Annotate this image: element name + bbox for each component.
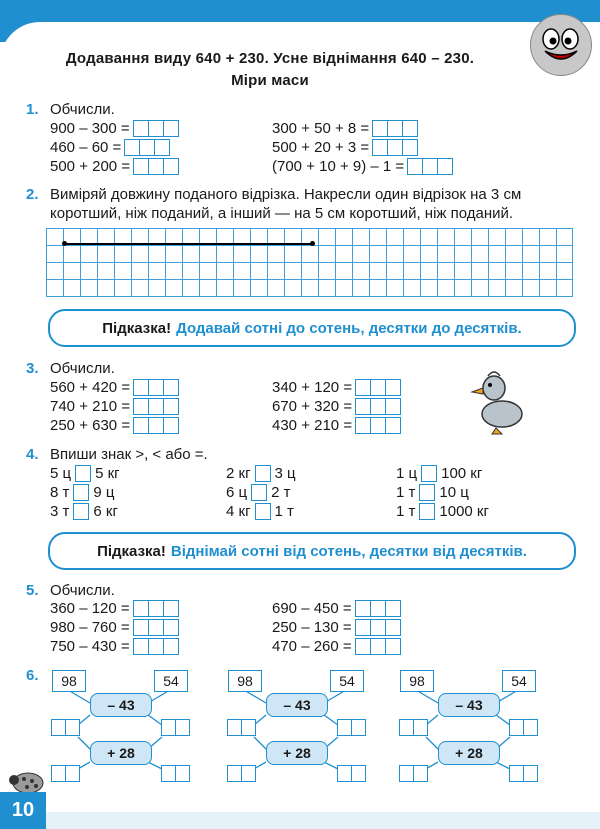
equation: 250 – 130 = [272,618,401,636]
task-instruction: Обчисли. [50,101,115,118]
answer-boxes[interactable] [134,120,179,137]
duck-icon [468,366,528,436]
answer-boxes[interactable] [356,638,401,655]
comparison: 8 т 9 ц [50,483,115,501]
task-text: коротший, ніж поданий, а інший — на 5 см коротший, ніж поданий. [50,205,514,222]
task-number: 6. [26,667,39,684]
comparison: 6 ц 2 т [226,483,291,501]
answer-boxes[interactable] [356,417,401,434]
start-number: 54 [502,670,536,692]
operation-box: – 43 [266,693,328,717]
equation: 300 + 50 + 8 = [272,119,418,137]
sign-box[interactable] [421,465,437,482]
start-number: 98 [52,670,86,692]
answer-boxes[interactable] [373,120,418,137]
ladybug-icon [8,768,46,794]
answer-boxes[interactable] [373,139,418,156]
sign-box[interactable] [251,484,267,501]
equation: 690 – 450 = [272,599,401,617]
answer-boxes[interactable] [52,719,80,736]
sign-box[interactable] [75,465,91,482]
answer-boxes[interactable] [356,600,401,617]
answer-boxes[interactable] [125,139,170,156]
equation: 560 + 420 = [50,378,179,396]
answer-boxes[interactable] [228,765,256,782]
sign-box[interactable] [255,503,271,520]
task-number: 5. [26,582,39,599]
sign-box[interactable] [255,465,271,482]
task-number: 4. [26,446,39,463]
equation: 340 + 120 = [272,378,401,396]
comparison: 1 т 1000 кг [396,502,489,520]
answer-boxes[interactable] [400,765,428,782]
task-number: 1. [26,101,39,118]
equation: 500 + 20 + 3 = [272,138,418,156]
answer-boxes[interactable] [162,719,190,736]
operation-box: – 43 [90,693,152,717]
task-text: Виміряй довжину поданого відрізка. Накресли один відрізок на 3 см [50,186,522,203]
answer-boxes[interactable] [134,619,179,636]
grid-paper[interactable] [46,228,573,297]
task-number: 3. [26,360,39,377]
segment-endpoint [62,241,67,246]
start-number: 54 [330,670,364,692]
comparison: 2 кг 3 ц [226,464,296,482]
equation: 470 – 260 = [272,637,401,655]
start-number: 98 [400,670,434,692]
answer-boxes[interactable] [134,158,179,175]
equation: 460 – 60 = [50,138,170,156]
start-number: 98 [228,670,262,692]
scheme-3 [400,670,540,780]
equation: 670 + 320 = [272,397,401,415]
equation: 430 + 210 = [272,416,401,434]
equation: (700 + 10 + 9) – 1 = [272,157,453,175]
page-title: Додавання виду 640 + 230. Усне віднімання 640 – 230. [65,50,475,67]
answer-boxes[interactable] [510,765,538,782]
answer-boxes[interactable] [356,379,401,396]
answer-boxes[interactable] [338,719,366,736]
start-number: 54 [154,670,188,692]
segment-endpoint [310,241,315,246]
sign-box[interactable] [419,503,435,520]
smiley-face-icon [530,14,592,76]
equation: 750 – 430 = [50,637,179,655]
equation: 360 – 120 = [50,599,179,617]
answer-boxes[interactable] [400,719,428,736]
answer-boxes[interactable] [134,600,179,617]
operation-box: + 28 [438,741,500,765]
equation: 900 – 300 = [50,119,179,137]
operation-box: + 28 [266,741,328,765]
answer-boxes[interactable] [338,765,366,782]
answer-boxes[interactable] [134,417,179,434]
comparison: 4 кг 1 т [226,502,294,520]
scheme-1 [52,670,192,780]
hint-box: Підказка! Додавай сотні до сотень, десятки до десятків. [48,309,576,347]
answer-boxes[interactable] [356,398,401,415]
answer-boxes[interactable] [228,719,256,736]
line-segment [64,243,312,245]
comparison: 3 т 6 кг [50,502,118,520]
equation: 740 + 210 = [50,397,179,415]
answer-boxes[interactable] [510,719,538,736]
page-number: 10 [0,792,46,829]
sign-box[interactable] [73,484,89,501]
answer-boxes[interactable] [52,765,80,782]
task-instruction: Обчисли. [50,360,115,377]
task-instruction: Впиши знак >, < або =. [50,446,208,463]
operation-box: – 43 [438,693,500,717]
hint-box: Підказка! Віднімай сотні від сотень, десятки від десятків. [48,532,576,570]
equation: 980 – 760 = [50,618,179,636]
comparison: 1 ц 100 кг [396,464,483,482]
task-number: 2. [26,186,39,203]
comparison: 5 ц 5 кг [50,464,120,482]
sign-box[interactable] [73,503,89,520]
answer-boxes[interactable] [134,398,179,415]
scheme-2 [228,670,368,780]
operation-box: + 28 [90,741,152,765]
task-instruction: Обчисли. [50,582,115,599]
page-subtitle: Міри маси [231,72,309,89]
equation: 250 + 630 = [50,416,179,434]
answer-boxes[interactable] [162,765,190,782]
footer-band [46,812,600,829]
answer-boxes[interactable] [408,158,453,175]
sign-box[interactable] [419,484,435,501]
answer-boxes[interactable] [134,638,179,655]
comparison: 1 т 10 ц [396,483,469,501]
answer-boxes[interactable] [134,379,179,396]
answer-boxes[interactable] [356,619,401,636]
equation: 500 + 200 = [50,157,179,175]
